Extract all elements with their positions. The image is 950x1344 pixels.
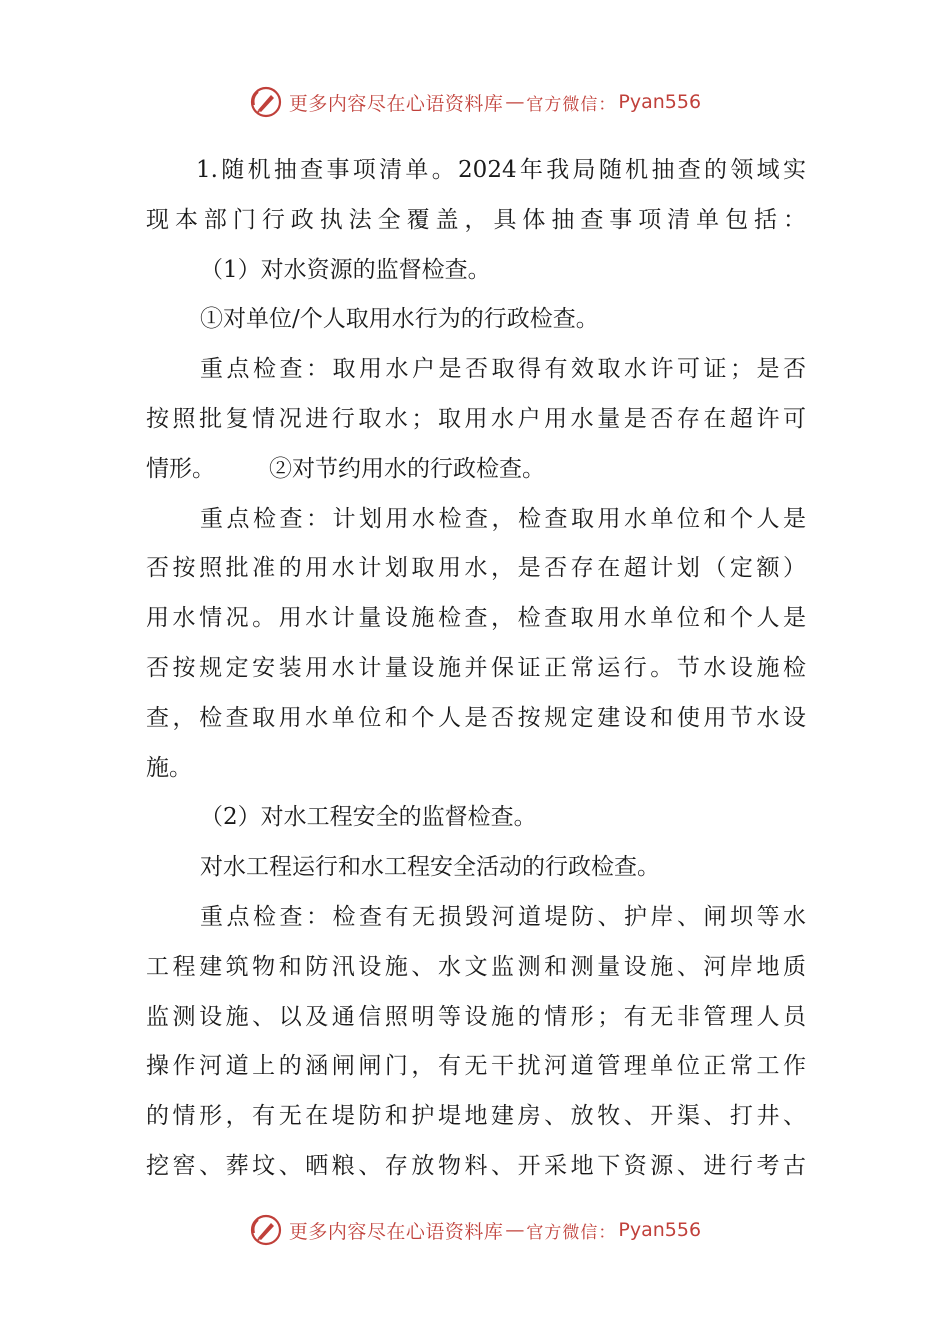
pen-logo-icon [249,1213,283,1247]
text-line-combined [146,445,806,495]
watermark-footer [0,1210,950,1250]
pen-logo-icon [249,85,283,119]
text-line: 按照批复情况进行取水；取用水户用水量是否存在超许可 [146,405,806,432]
watermark-sub-text: 官方微信： [526,94,617,115]
watermark-main-text: 更多内容尽在心语资料库 [288,92,504,115]
text-line: 施。 [146,754,192,781]
text-fragment: 情形。 [146,455,215,482]
text-line: （1）对水资源的监督检查。 [200,256,491,283]
text-line: 监测设施、以及通信照明等设施的情形；有无非管理人员 [146,1003,806,1030]
text-line: 重点检查：检查有无损毁河道堤防、护岸、闸坝等水 [200,903,806,930]
text-line: 1.随机抽查事项清单。2024年我局随机抽查的领域实 [196,157,806,183]
text-line: （2）对水工程安全的监督检查。 [200,804,537,831]
text-fragment: ②对节约用水的行政检查。 [269,455,545,482]
text-line: 操作河道上的涵闸闸门，有无干扰河道管理单位正常工作 [146,1053,806,1080]
text-line: 否按照批准的用水计划取用水，是否存在超计划（定额） [146,555,806,582]
text-line: 否按规定安装用水计量设施并保证正常运行。节水设施检 [146,654,806,681]
text-line: 重点检查：计划用水检查，检查取用水单位和个人是 [200,505,806,532]
document-body [146,146,806,1192]
watermark-wechat-id: Pyan556 [618,1219,702,1241]
text-line: 的情形，有无在堤防和护堤地建房、放牧、开渠、打井、 [146,1103,806,1130]
text-line: 用水情况。用水计量设施检查，检查取用水单位和个人是 [146,605,806,632]
text-line: 挖窖、葬坟、晒粮、存放物料、开采地下资源、进行考古 [146,1152,806,1179]
text-line: 对水工程运行和水工程安全活动的行政检查。 [200,854,660,881]
text-line: 工程建筑物和防汛设施、水文监测和测量设施、河岸地质 [146,953,806,980]
text-line: 查，检查取用水单位和个人是否按规定建设和使用节水设 [146,704,806,731]
text-line: ①对单位/个人取用水行为的行政检查。 [200,306,599,333]
watermark-sub-text: 官方微信： [526,1222,617,1243]
watermark-dash: — [505,1219,525,1241]
watermark-wechat-id: Pyan556 [618,91,702,113]
watermark-dash: — [505,91,525,113]
text-line: 现本部门行政执法全覆盖，具体抽查事项清单包括： [146,206,806,233]
text-line: 重点检查：取用水户是否取得有效取水许可证；是否 [200,356,806,383]
watermark-main-text: 更多内容尽在心语资料库 [288,1220,504,1243]
watermark-header [0,82,950,122]
